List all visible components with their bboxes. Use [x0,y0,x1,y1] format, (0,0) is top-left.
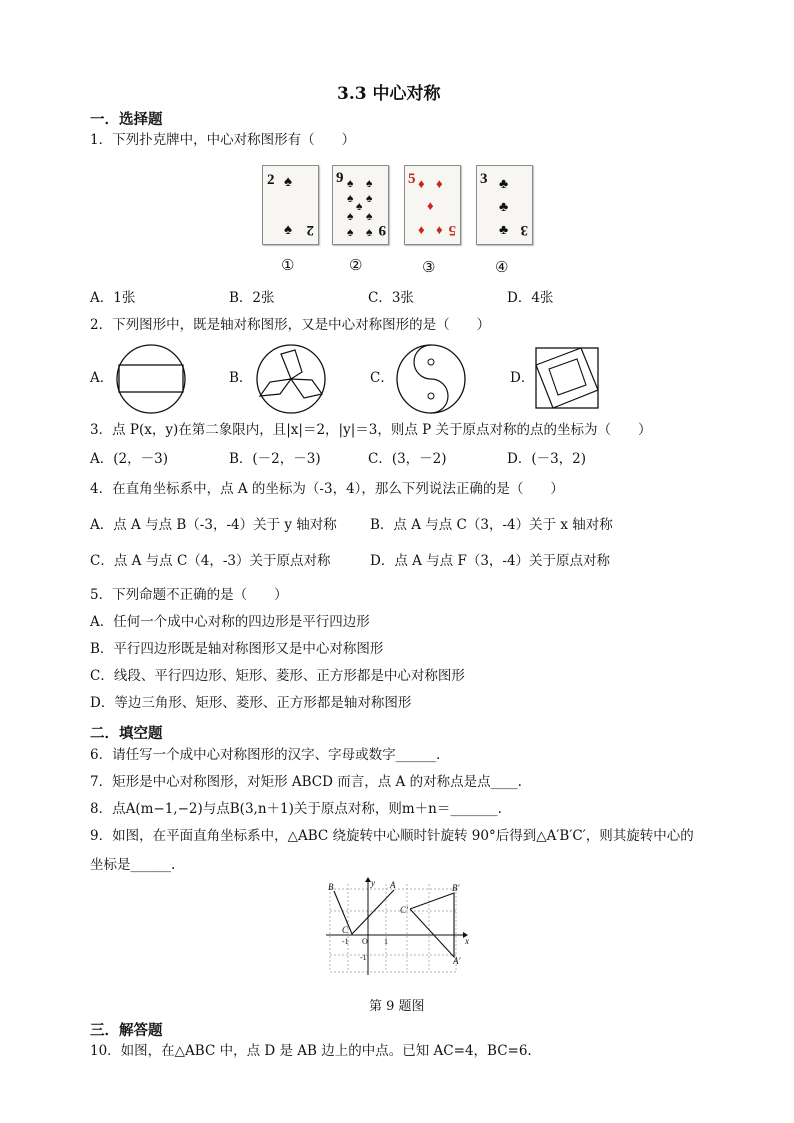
q3-option-b: B．(－2，－3) [229,451,321,467]
card-3-pip: ♦ [436,222,443,237]
q5-option-d: D．等边三角形、矩形、菱形、正方形都是轴对称图形 [90,695,412,711]
q3-option-a: A．(2，－3) [90,451,168,467]
card-1-rank: 2 [267,172,275,188]
card-4-pip: ♣ [499,223,509,238]
card-2-pip: ♠ [347,225,354,239]
q1-option-b: B．2张 [229,290,275,306]
q1-option-a: A．1张 [90,290,136,306]
card-3-rank: 5 [408,171,416,187]
q2-figure-a [112,342,190,416]
question-9-line1: 9．如图，在平面直角坐标系中，△ABC 绕旋转中心顺时针旋转 90°后得到△A′B′C′，则其旋转中心的 [90,828,694,844]
question-3-stem: 3．点 P(x，y)在第二象限内，且|x|＝2，|y|＝3，则点 P 关于原点对称的点的坐标为（ ） [90,422,652,438]
q9-label-neg1y: -1 [360,953,367,962]
page-title: 3.3 中心对称 [337,84,441,104]
card-1-rank-rot: 2 [306,222,314,238]
q4-option-b: B．点 A 与点 C（3，-4）关于 x 轴对称 [370,517,613,533]
q9-label-c: C [342,925,349,935]
question-5-stem: 5．下列命题不正确的是（ ） [90,587,288,603]
card-2-pip: ♠ [366,176,373,190]
q1-option-d: D．4张 [507,290,554,306]
card-1-figure [263,166,318,244]
q2-figure-c [393,342,469,416]
question-9-line2: 坐标是______. [90,857,176,873]
question-7: 7．矩形是中心对称图形，对矩形 ABCD 而言，点 A 的对称点是点____. [90,774,522,790]
q3-option-c: C．(3，－2) [368,451,447,467]
card-1-pip-top: ♠ [284,174,292,190]
card-1-pip-bottom: ♠ [284,222,292,238]
q9-label-neg1x: -1 [342,937,349,946]
card-3-pip: ♦ [427,198,434,213]
card-2-figure [333,166,388,244]
q9-label-origin: O [362,937,368,946]
q4-option-c: C．点 A 与点 C（4，-3）关于原点对称 [90,553,331,569]
card-3 [404,165,461,245]
question-6: 6．请任写一个成中心对称图形的汉字、字母或数字______． [90,747,450,763]
card-4-pip: ♣ [499,200,509,215]
card-3-label: ③ [422,258,436,276]
q9-label-a2: A′ [453,956,461,966]
card-4-rank: 3 [480,171,488,187]
card-3-pip: ♦ [436,176,443,191]
card-4 [476,165,533,245]
card-2-pip: ♠ [366,191,373,205]
question-2-stem: 2．下列图形中，既是轴对称图形，又是中心对称图形的是（ ） [90,317,491,333]
q2-option-a: A． [90,370,114,386]
card-1 [262,165,319,245]
question-8: 8．点A(m−1,−2)与点B(3,n＋1)关于原点对称，则m＋n＝_______. [90,801,502,817]
q4-option-d: D．点 A 与点 F（3，-4）关于原点对称 [370,553,611,569]
q2-figure-b [252,342,330,416]
card-2-pip: ♠ [347,209,354,223]
card-2-rank-rot: 9 [378,222,386,238]
q2-option-c: C． [370,370,394,386]
q1-option-c: C．3张 [368,290,414,306]
card-3-rank-rot: 5 [448,222,456,238]
question-1-stem: 1．下列扑克牌中，中心对称图形有（ ） [90,132,356,148]
card-3-figure [405,166,460,244]
q2-option-d: D． [510,370,535,386]
q2-option-b: B． [229,370,253,386]
card-2-pip: ♠ [347,176,354,190]
card-2-pip: ♠ [366,209,373,223]
section-heading-choice: 一．选择题 [90,111,163,128]
card-3-pip: ♦ [418,222,425,237]
question-10: 10．如图，在△ABC 中，点 D 是 AB 边上的中点。已知 AC=4，BC=6. [90,1043,532,1059]
q4-option-a: A．点 A 与点 B（-3，-4）关于 y 轴对称 [90,517,337,533]
card-2-label: ② [349,256,363,274]
q9-label-b: B [328,882,334,892]
q9-label-one: 1 [384,937,388,946]
card-2-pip: ♠ [347,191,354,205]
section-heading-answer: 三．解答题 [90,1022,163,1039]
q5-option-a: A．任何一个成中心对称的四边形是平行四边形 [90,614,370,630]
card-4-label: ④ [495,258,509,276]
q9-figure-caption: 第 9 题图 [369,999,425,1014]
card-3-pip: ♦ [418,176,425,191]
q5-option-c: C．线段、平行四边形、矩形、菱形、正方形都是中心对称图形 [90,668,465,684]
q9-label-x: x [465,936,469,946]
card-2 [332,165,389,245]
q9-label-a: A [390,880,396,890]
card-4-pip: ♣ [499,177,509,192]
card-2-pip: ♠ [366,225,373,239]
card-4-rank-rot: 3 [520,222,528,238]
card-2-rank: 9 [336,170,344,186]
q2-figure-d [533,345,603,411]
card-4-figure [477,166,532,244]
q9-label-y: y [371,878,375,888]
question-4-stem: 4．在直角坐标系中，点 A 的坐标为（-3，4），那么下列说法正确的是（ ） [90,481,564,497]
card-2-pip: ♠ [356,199,363,213]
card-1-label: ① [281,256,295,274]
q5-option-b: B．平行四边形既是轴对称图形又是中心对称图形 [90,641,384,657]
section-heading-fill: 二．填空题 [90,725,163,742]
q9-label-b2: B′ [452,883,460,893]
q9-coordinate-figure [322,876,472,978]
q3-option-d: D．(－3，2) [507,451,587,467]
q9-label-c2: C′ [400,905,408,915]
